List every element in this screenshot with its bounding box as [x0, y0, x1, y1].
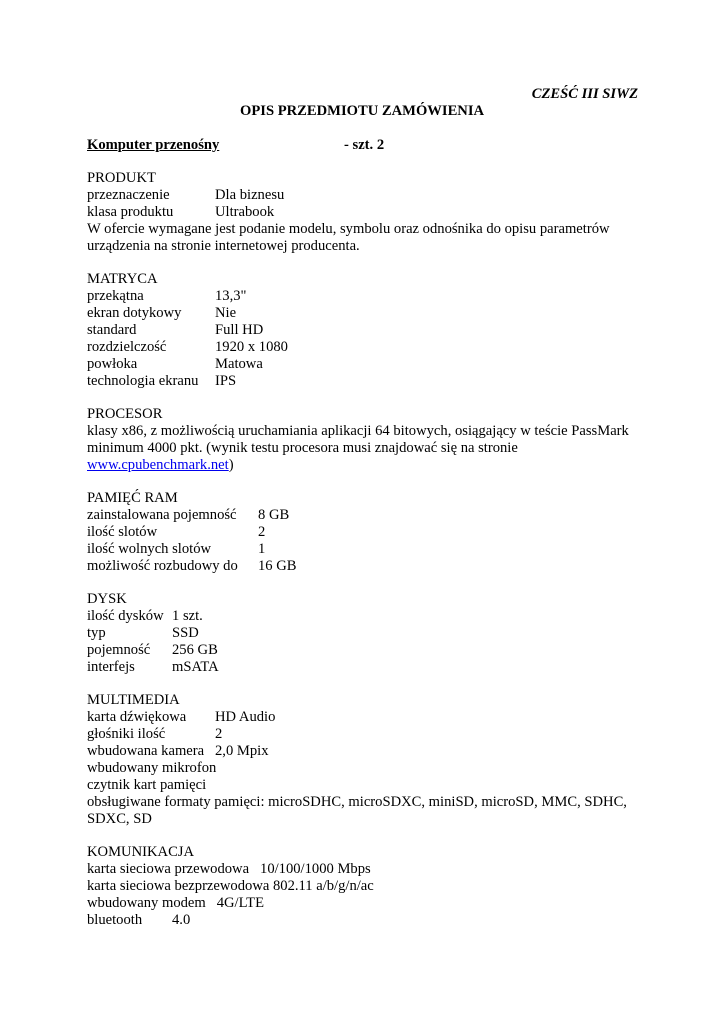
spec-key: przeznaczenie [87, 187, 170, 203]
spec-row [87, 726, 223, 743]
spec-row [87, 659, 219, 676]
spec-row [87, 642, 218, 659]
card-reader-line: czytnik kart pamięci [87, 777, 207, 793]
spec-value: mSATA [172, 659, 219, 675]
item-name: Komputer przenośny [87, 137, 220, 153]
spec-row [87, 608, 203, 625]
spec-key: typ [87, 625, 106, 641]
spec-value: 1920 x 1080 [215, 339, 288, 355]
spec-value: 2 [215, 726, 223, 742]
spec-key: ilość slotów [87, 524, 158, 540]
spec-value: Ultrabook [215, 204, 275, 220]
spec-value: 8 GB [258, 507, 290, 523]
wireless-network-line: karta sieciowa bezprzewodowa 802.11 a/b/g/n/ac [87, 878, 374, 894]
section-heading-produkt: PRODUKT [87, 170, 156, 186]
section-heading-matryca: MATRYCA [87, 271, 158, 287]
processor-line: minimum 4000 pkt. (wynik testu procesora musi znajdować się na stronie [87, 440, 518, 456]
spec-key: pojemność [87, 642, 151, 658]
spec-row [87, 288, 247, 305]
closing-paren: ) [228, 457, 234, 473]
section-heading-multimedia: MULTIMEDIA [87, 692, 180, 708]
spec-value: Full HD [215, 322, 264, 338]
section-heading-dysk: DYSK [87, 591, 127, 607]
modem-line: wbudowany modem 4G/LTE [87, 895, 264, 911]
spec-row [87, 709, 276, 726]
spec-row [87, 743, 269, 760]
spec-value: 256 GB [172, 642, 218, 658]
spec-key: standard [87, 322, 137, 338]
item-heading [87, 137, 385, 154]
spec-row [87, 339, 288, 356]
spec-value: 4.0 [172, 912, 191, 928]
spec-key: karta dźwiękowa [87, 709, 187, 725]
spec-key: interfejs [87, 659, 135, 675]
spec-key: rozdzielczość [87, 339, 167, 355]
memory-formats-line: SDXC, SD [87, 811, 152, 827]
spec-key: głośniki ilość [87, 726, 166, 742]
part-label: CZEŚĆ III SIWZ [531, 86, 638, 102]
spec-key: powłoka [87, 356, 138, 372]
spec-row [87, 524, 266, 541]
section-heading-komunikacja: KOMUNIKACJA [87, 844, 195, 860]
spec-key: możliwość rozbudowy do [87, 558, 238, 574]
item-qty: - szt. 2 [344, 137, 385, 153]
spec-row [87, 625, 199, 642]
microphone-line: wbudowany mikrofon [87, 760, 217, 776]
spec-value: Matowa [215, 356, 263, 372]
memory-formats-line: obsługiwane formaty pamięci: microSDHC, microSDXC, miniSD, microSD, MMC, SDHC, [87, 794, 627, 810]
spec-key: przekątna [87, 288, 144, 304]
spec-value: 16 GB [258, 558, 297, 574]
note-line: W ofercie wymagane jest podanie modelu, symbolu oraz odnośnika do opisu parametrów [87, 221, 610, 237]
note-line: urządzenia na stronie internetowej producenta. [87, 238, 360, 254]
document-title: OPIS PRZEDMIOTU ZAMÓWIENIA [240, 103, 485, 119]
cpubenchmark-link[interactable]: www.cpubenchmark.net [87, 457, 229, 473]
spec-row [87, 187, 285, 204]
spec-value: 13,3" [215, 288, 247, 304]
spec-row [87, 507, 290, 524]
spec-value: 1 [258, 541, 266, 557]
spec-row [87, 322, 264, 339]
spec-value: Nie [215, 305, 237, 321]
processor-line: klasy x86, z możliwością uruchamiania aplikacji 64 bitowych, osiągający w teście PassMark [87, 423, 629, 439]
section-heading-ram: PAMIĘĆ RAM [87, 490, 178, 506]
spec-key: technologia ekranu [87, 373, 199, 389]
spec-row [87, 541, 266, 558]
section-heading-procesor: PROCESOR [87, 406, 163, 422]
spec-row [87, 558, 297, 575]
spec-key: klasa produktu [87, 204, 174, 220]
spec-key: bluetooth [87, 912, 143, 928]
spec-value: 2 [258, 524, 266, 540]
spec-key: wbudowana kamera [87, 743, 205, 759]
spec-value: IPS [215, 373, 237, 389]
spec-key: ilość dysków [87, 608, 164, 624]
spec-value: 2,0 Mpix [215, 743, 269, 759]
wired-network-line: karta sieciowa przewodowa 10/100/1000 Mbps [87, 861, 371, 877]
spec-value: 1 szt. [172, 608, 203, 624]
spec-value: SSD [172, 625, 199, 641]
spec-key: ilość wolnych slotów [87, 541, 212, 557]
spec-row [87, 356, 263, 373]
spec-row [87, 305, 237, 322]
spec-row [87, 204, 275, 221]
spec-key: ekran dotykowy [87, 305, 182, 321]
spec-key: zainstalowana pojemność [87, 507, 237, 523]
spec-row [87, 373, 237, 390]
processor-link-line [87, 457, 234, 474]
spec-row [87, 912, 191, 929]
spec-value: Dla biznesu [215, 187, 285, 203]
spec-value: HD Audio [215, 709, 276, 725]
